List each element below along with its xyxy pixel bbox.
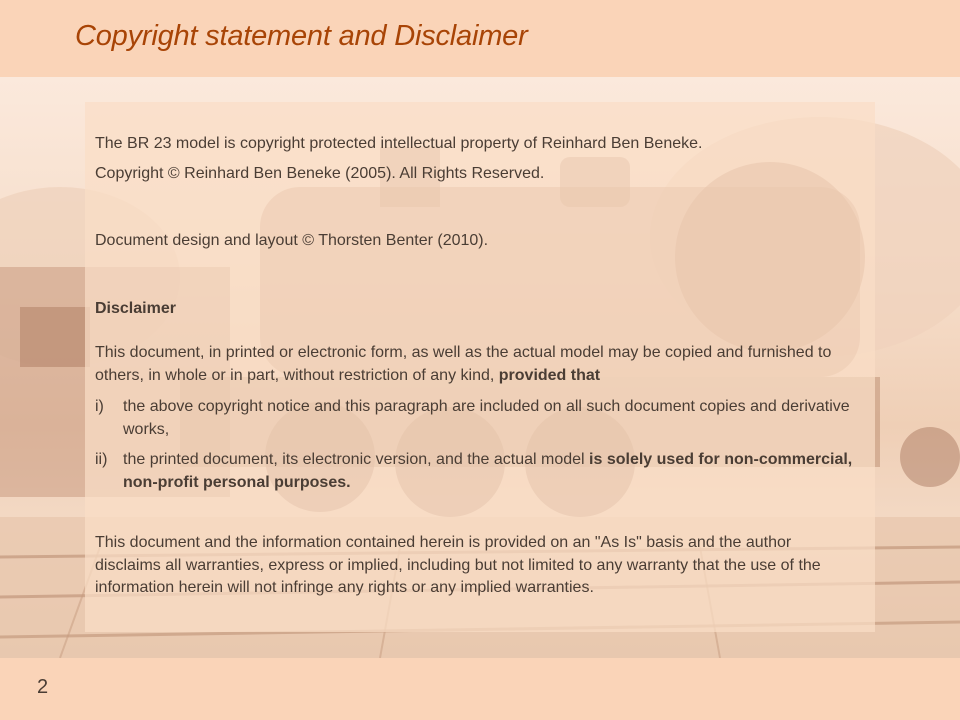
disclaimer-heading: Disclaimer xyxy=(95,300,176,317)
list-item-text xyxy=(123,396,853,441)
list-item-text-plain: the above copyright notice and this paragraph are included on all such document copies and derivative works, xyxy=(123,398,850,438)
list-marker: i) xyxy=(95,398,104,415)
copyright-line-2: Copyright © Reinhard Ben Beneke (2005). All Rights Reserved. xyxy=(95,165,545,182)
design-credit: Document design and layout © Thorsten Benter (2010). xyxy=(95,232,489,249)
list-marker: ii) xyxy=(95,451,108,468)
list-item-text-bold: is solely used for non-commercial, non-profit personal purposes. xyxy=(123,451,853,491)
footer-bar xyxy=(0,658,960,720)
as-is-statement: This document and the information contained herein is provided on an "As Is" basis and the author disclaims all warranties, express or implied, including but not limited to any warranty that the use of the information herein will not infringe any rights or any implied warranties. xyxy=(95,534,821,596)
disclaimer-intro-bold: provided that xyxy=(498,366,601,384)
copyright-line-1: The BR 23 model is copyright protected intellectual property of Reinhard Ben Beneke. xyxy=(95,135,703,152)
page-title: Copyright statement and Disclaimer xyxy=(75,20,528,52)
disclaimer-intro-text: This document, in printed or electronic form, as well as the actual model may be copied and furnished to others, in whole or in part, without restriction of any kind, xyxy=(95,344,832,384)
page-number: 2 xyxy=(37,676,49,698)
header-bar xyxy=(0,0,960,77)
disclaimer-intro xyxy=(95,342,855,387)
list-item-text xyxy=(123,449,853,494)
list-item-text-plain: the printed document, its electronic version, and the actual model xyxy=(123,451,585,468)
